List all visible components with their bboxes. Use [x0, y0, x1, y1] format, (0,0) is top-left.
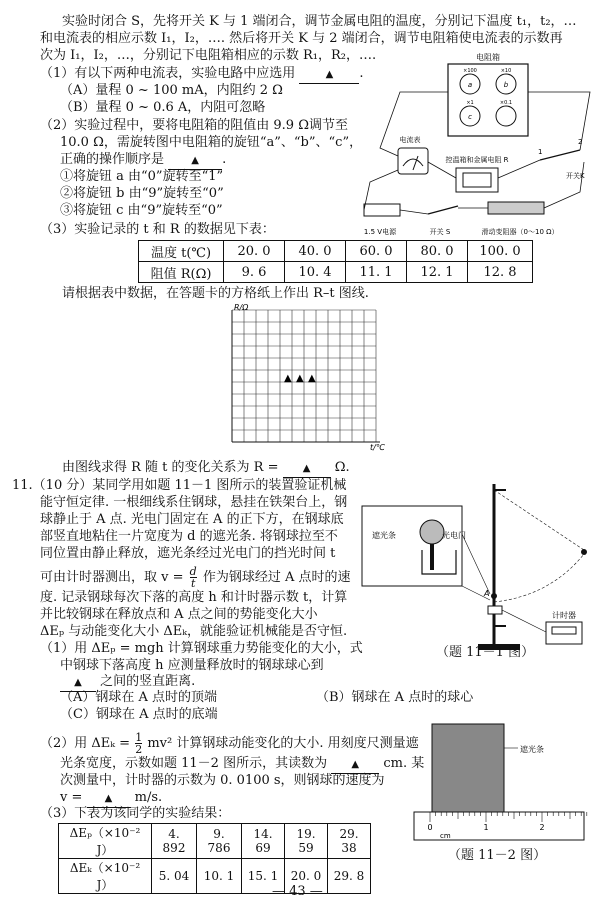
q11-line-8: 并比较钢球在释放点和 A 点之间的势能变化大小	[40, 607, 318, 622]
inset-shade-strip	[430, 544, 434, 570]
figure-11-1-caption: （题 11－1 图）	[436, 645, 535, 660]
table-row	[59, 859, 371, 894]
table-cell: 29. 8	[328, 859, 371, 894]
q3-answer-blank: ▲	[283, 460, 331, 478]
table-row	[59, 824, 371, 859]
bath-icon	[456, 168, 498, 192]
q1-option-a: （A）量程 0 ~ 100 mA，内阻约 2 Ω	[60, 83, 283, 98]
resistance-box-label: 电阻箱	[476, 53, 500, 62]
q2-line-1: （2）实验过程中，要将电阻箱的阻值由 9.9 Ω调节至	[40, 118, 348, 133]
q2-step-1: ①将旋钮 a 由“0”旋转至“1”	[60, 169, 224, 184]
ball-at-a	[491, 593, 497, 599]
energy-table	[58, 823, 371, 894]
graph-mark: ▲	[308, 373, 316, 384]
ammeter-label: 电流表	[399, 136, 421, 144]
row-label-delta-ek: ΔEₖ（×10⁻² J）	[59, 859, 152, 894]
switch-k-icon	[540, 150, 580, 160]
shade-strip	[432, 724, 504, 812]
q2-step-2: ②将旋钮 b 由“9”旋转至“0”	[60, 186, 224, 201]
temperature-resistance-table	[138, 240, 533, 283]
inset-shade-label: 遮光条	[372, 531, 396, 540]
q1-answer-blank: ▲	[299, 66, 359, 84]
dial-b-scale: ×10	[500, 68, 512, 74]
point-a-label: A	[484, 589, 490, 598]
intro-line-2: 和电流表的相应示数 I₁，I₂，…. 然后将开关 K 与 2 端闭合，调节电阻箱使电流表的示数再	[40, 31, 563, 46]
graph-y-label: R/Ω	[234, 303, 249, 312]
q11-line-6: 可由计时器测出，取 v = $\frac{d}{t}$ 作为钢球经过 A 点时的速	[40, 565, 351, 590]
q11-option-a: （A）钢球在 A 点时的顶端	[60, 690, 218, 705]
fraction-d-over-t: $\frac{d}{t}$	[189, 565, 197, 590]
intro-line-1: 实验时闭合 S，先将开关 K 与 1 端闭合，调节金属电阻的温度，分别记下温度 t₁，t₂，…	[62, 14, 577, 29]
table-row	[139, 262, 533, 283]
q3-result: 由图线求得 R 随 t 的变化关系为 R = ▲ Ω.	[62, 460, 350, 478]
switch-s-label: 开关 S	[429, 228, 451, 236]
table-row	[139, 241, 533, 262]
bath-label: 控温箱和金属电阻 R	[445, 156, 509, 164]
switch-k-terminal-1: 1	[538, 148, 543, 156]
plot-instruction: 请根据表中数据，在答题卡的方格纸上作出 R–t 图线.	[62, 286, 369, 301]
dial-a-scale: ×100	[463, 68, 477, 74]
ruler-tick-label: 1	[483, 823, 489, 832]
q11-line-5: 同位置由静止释放，遮光条经过光电门的挡光时间 t	[40, 546, 336, 561]
ruler-unit-label: cm	[440, 832, 451, 840]
table-cell: 12. 8	[468, 262, 533, 283]
dial-d-icon	[496, 106, 516, 126]
rheostat-icon	[488, 202, 544, 214]
q1-option-b: （B）量程 0 ~ 0.6 A，内阻可忽略	[60, 100, 266, 115]
table-cell: 9. 6	[224, 262, 285, 283]
table-cell: 80. 0	[407, 241, 468, 262]
table-cell: 5. 04	[152, 859, 197, 894]
table-cell: 10. 4	[285, 262, 346, 283]
switch-k-label: 开关K	[566, 172, 585, 180]
table-cell: 9. 786	[197, 824, 242, 859]
graph-mark: ▲	[296, 373, 304, 384]
row-label-temperature: 温度 t(℃)	[139, 241, 224, 262]
graph-paper	[220, 302, 390, 452]
q11-option-c: （C）钢球在 A 点时的底端	[60, 707, 218, 722]
resistance-box	[448, 64, 528, 136]
q11-part1-line-2: 中钢球下落高度 h 应测量释放时的钢球球心到	[60, 658, 324, 673]
rheostat-label: 滑动变阻器（0～10 Ω）	[481, 228, 559, 236]
figure-11-2-caption: （题 11－2 图）	[448, 848, 547, 863]
table-cell: 10. 1	[197, 859, 242, 894]
circuit-diagram	[340, 52, 602, 242]
q2-line-2: 10.0 Ω，需旋转图中电阻箱的旋钮“a”、“b”、“c”，	[60, 135, 363, 150]
q11-part1-line-3: ▲ 之间的竖直距离.	[60, 674, 195, 692]
inset-gate-label: 光电门	[442, 531, 466, 540]
ruler-tick-label: 2	[539, 823, 545, 832]
battery-label: 1.5 V电源	[363, 228, 397, 236]
q11-part2-blank-2: ▲	[87, 790, 131, 808]
q11-line-2: 能守恒定律. 一根细线系住钢球，悬挂在铁架台上，钢	[40, 495, 348, 510]
q11-line-9: ΔEₚ 与动能变化大小 ΔEₖ，就能验证机械能是否守恒.	[40, 624, 348, 639]
table-cell: 15. 1	[242, 859, 285, 894]
table-cell: 14. 69	[242, 824, 285, 859]
fraction-one-half: $\frac{1}{2}$	[135, 731, 143, 756]
released-ball	[581, 549, 587, 555]
ruler-tick-label: 0	[427, 823, 433, 832]
table-cell: 40. 0	[285, 241, 346, 262]
q11-part2-blank-1: ▲	[331, 756, 379, 774]
knob-a-label: a	[467, 81, 473, 89]
q2-line-3: 正确的操作顺序是 ▲ .	[60, 152, 226, 170]
q11-line-1: 11.（10 分）某同学用如题 11－1 图所示的装置验证机械	[12, 478, 347, 493]
graph-mark: ▲	[284, 373, 292, 384]
q11-part3-stem: （3）下表为该同学的实验结果：	[40, 806, 231, 821]
q11-part2-line-3: 次测量中，计时器的示数为 0. 0100 s，则钢球的速度为	[60, 773, 385, 788]
table-cell: 20. 0	[285, 859, 328, 894]
q11-part2-line-4: v = ▲ m/s.	[60, 790, 162, 808]
row-label-delta-ep: ΔEₚ（×10⁻² J）	[59, 824, 152, 859]
dial-d-scale: ×0.1	[499, 100, 513, 106]
q11-line-3: 球静止于 A 点. 光电门固定在 A 的正下方，在钢球底	[40, 512, 344, 527]
q1-stem: （1）有以下两种电流表，实验电路中应选用 ▲ .	[40, 66, 364, 84]
q11-part2-line-2: 光条宽度，示数如题 11－2 图所示，其读数为 ▲ cm. 某	[60, 756, 424, 774]
timer-label: 计时器	[552, 611, 576, 620]
q11-option-b: （B）钢球在 A 点时的球心	[316, 690, 474, 705]
q2-step-3: ③将旋钮 c 由“9”旋转至“0”	[60, 203, 223, 218]
page-number: — 43 —	[272, 884, 323, 899]
figure-11-1	[360, 476, 596, 666]
switch-s-icon	[428, 206, 458, 214]
table-cell: 100. 0	[468, 241, 533, 262]
table-cell: 12. 1	[407, 262, 468, 283]
switch-k-terminal-2: 2	[578, 138, 583, 146]
ammeter-icon	[398, 148, 428, 174]
battery-icon	[364, 204, 400, 216]
dial-c-scale: ×1	[466, 100, 474, 106]
shade-strip-label: 遮光条	[520, 745, 544, 754]
table-cell: 19. 59	[285, 824, 328, 859]
table-cell: 20. 0	[224, 241, 285, 262]
table-cell: 29. 38	[328, 824, 371, 859]
inset-ball	[420, 520, 444, 544]
table-cell: 11. 1	[346, 262, 407, 283]
q2-answer-blank: ▲	[168, 152, 222, 170]
q11-part1-line-1: （1）用 ΔEₚ = mgh 计算钢球重力势能变化的大小，式	[40, 641, 363, 656]
figure-11-2	[410, 722, 590, 846]
knob-b-label: b	[503, 81, 509, 89]
knob-c-label: c	[468, 113, 472, 121]
table-cell: 60. 0	[346, 241, 407, 262]
intro-line-3: 次为 I₁，I₂，…，分别记下电阻箱相应的示数 R₁，R₂，….	[40, 48, 377, 63]
graph-x-label: t/℃	[370, 443, 385, 452]
q3-stem: （3）实验记录的 t 和 R 的数据见下表：	[40, 222, 275, 237]
table-cell: 4. 892	[152, 824, 197, 859]
row-label-resistance: 阻值 R(Ω)	[139, 262, 224, 283]
q11-line-4: 部竖直地粘住一片宽度为 d 的遮光条. 将钢球拉至不	[40, 529, 338, 544]
q11-line-7: 度. 记录钢球每次下落的高度 h 和计时器示数 t，计算	[40, 590, 348, 605]
q11-part1-blank: ▲	[60, 674, 96, 692]
q11-part2-line-1: （2）用 ΔEₖ = $\frac{1}{2}$ mv² 计算钢球动能变化的大小. 用刻度尺测量遮	[40, 731, 419, 756]
